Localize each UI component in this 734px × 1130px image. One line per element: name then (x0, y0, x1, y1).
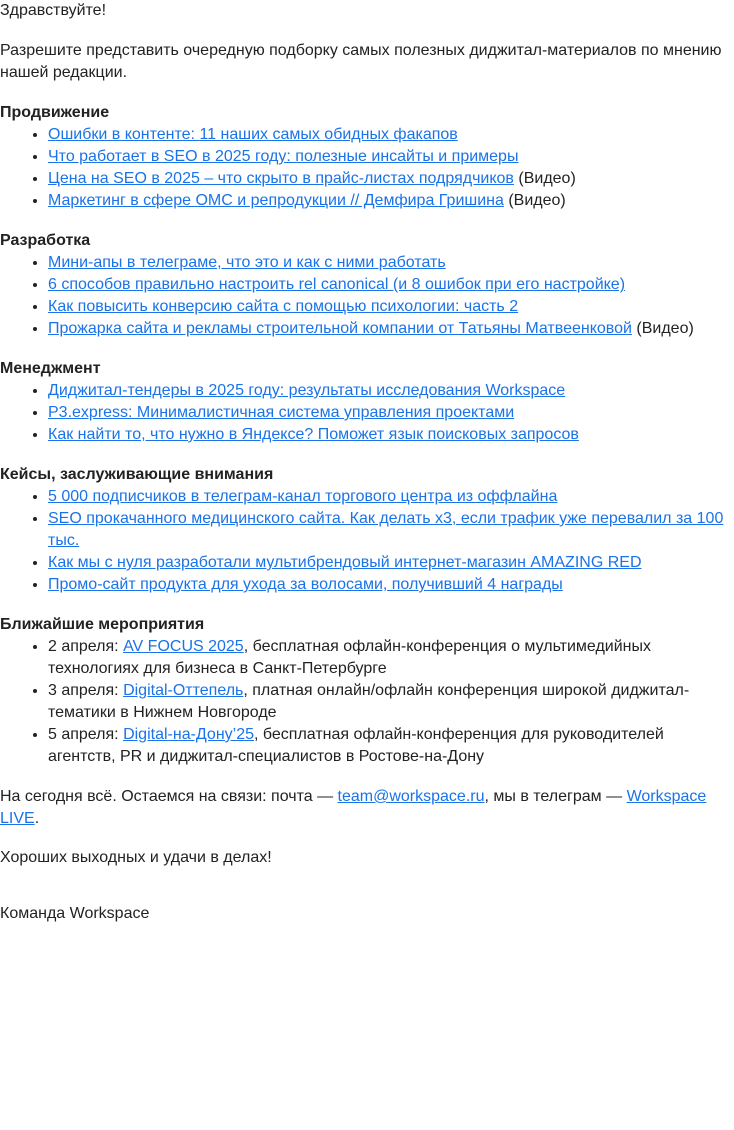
list-item (48, 168, 730, 190)
article-link[interactable]: Ошибки в контенте: 11 наших самых обидных факапов (48, 126, 458, 143)
section-list-management (0, 380, 730, 446)
event-description: , платная онлайн/офлайн конференция широкой диджитал-тематики в Нижнем Новгороде (48, 682, 690, 721)
closing-end: . (34, 810, 40, 827)
article-link[interactable]: P3.express: Минималистичная система управления проектами (48, 404, 515, 421)
event-link[interactable]: Digital-на-Дону’25 (123, 726, 255, 743)
item-suffix: (Видео) (513, 170, 576, 187)
event-date: 3 апреля: (48, 682, 124, 699)
article-link[interactable]: 6 способов правильно настроить rel canonical (и 8 ошибок при его настройке) (48, 276, 626, 293)
section-list-promotion (0, 124, 730, 212)
section-title-management: Менеджмент (0, 360, 101, 377)
telegram-link[interactable]: Workspace LIVE (0, 788, 707, 827)
list-item (48, 552, 730, 574)
events-list (0, 636, 730, 768)
list-item (48, 486, 730, 508)
article-link[interactable]: Маркетинг в сфере ОМС и репродукции // Демфира Гришина (48, 192, 504, 209)
closing-between: , мы в телеграм — (484, 788, 627, 805)
event-date: 2 апреля: (48, 638, 124, 655)
section-list-development (0, 252, 730, 340)
list-item (48, 124, 730, 146)
list-item (48, 252, 730, 274)
greeting: Здравствуйте! (0, 2, 107, 19)
article-link[interactable]: Как повысить конверсию сайта с помощью психологии: часть 2 (48, 298, 519, 315)
article-link[interactable]: Цена на SEO в 2025 – что скрыто в прайс-листах подрядчиков (48, 170, 514, 187)
signature: Команда Workspace (0, 905, 150, 922)
section-title-events: Ближайшие мероприятия (0, 616, 205, 633)
event-item (48, 636, 730, 680)
article-link[interactable]: Мини-апы в телеграме, что это и как с ними работать (48, 254, 446, 271)
article-link[interactable]: SEO прокачанного медицинского сайта. Как делать х3, если трафик уже перевалил за 100 тыс. (48, 510, 724, 549)
article-link[interactable]: Как найти то, что нужно в Яндексе? Поможет язык поисковых запросов (48, 426, 579, 443)
article-link[interactable]: Диджитал-тендеры в 2025 году: результаты исследования Workspace (48, 382, 566, 399)
event-link[interactable]: Digital-Оттепель (123, 682, 244, 699)
article-link[interactable]: Как мы с нуля разработали мультибрендовый интернет-магазин AMAZING RED (48, 554, 642, 571)
article-link[interactable]: Промо-сайт продукта для ухода за волосами, получивший 4 награды (48, 576, 563, 593)
event-description: , бесплатная офлайн-конференция о мультимедийных технологиях для бизнеса в Санкт-Петербурге (48, 638, 652, 677)
event-item (48, 724, 730, 768)
wish-text: Хороших выходных и удачи в делах! (0, 849, 272, 866)
email-link[interactable]: team@workspace.ru (337, 788, 485, 805)
article-link[interactable]: 5 000 подписчиков в телеграм-канал торгового центра из оффлайна (48, 488, 558, 505)
article-link[interactable]: Прожарка сайта и рекламы строительной компании от Татьяны Матвеенковой (48, 320, 632, 337)
list-item (48, 380, 730, 402)
section-title-cases: Кейсы, заслуживающие внимания (0, 466, 274, 483)
list-item (48, 574, 730, 596)
event-date: 5 апреля: (48, 726, 124, 743)
list-item (48, 318, 730, 340)
list-item (48, 296, 730, 318)
item-suffix: (Видео) (503, 192, 566, 209)
closing-text (0, 786, 730, 830)
event-item (48, 680, 730, 724)
list-item (48, 508, 730, 552)
event-link[interactable]: AV FOCUS 2025 (123, 638, 244, 655)
item-suffix: (Видео) (631, 320, 694, 337)
closing-before-email: На сегодня всё. Остаемся на связи: почта — (0, 788, 338, 805)
section-title-development: Разработка (0, 232, 91, 249)
list-item (48, 402, 730, 424)
list-item (48, 274, 730, 296)
list-item (48, 146, 730, 168)
article-link[interactable]: Что работает в SEO в 2025 году: полезные инсайты и примеры (48, 148, 519, 165)
list-item (48, 424, 730, 446)
intro-text: Разрешите представить очередную подборку самых полезных диджитал-материалов по мнению нашей редакции. (0, 42, 722, 81)
list-item (48, 190, 730, 212)
event-description: , бесплатная офлайн-конференция для руководителей агентств, PR и диджитал-специалистов в Ростове-на-Дону (48, 726, 664, 765)
section-list-cases (0, 486, 730, 596)
section-title-promotion: Продвижение (0, 104, 110, 121)
